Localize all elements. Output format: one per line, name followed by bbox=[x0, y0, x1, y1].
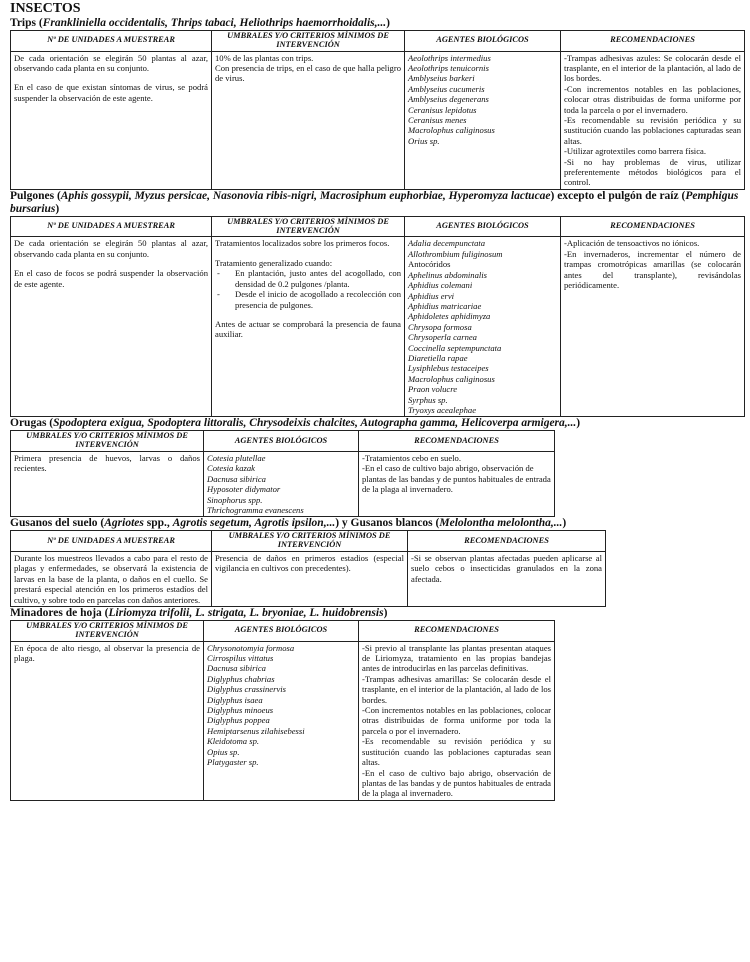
cell-umbrales: En época de alto riesgo, al observar la presencia de plaga. bbox=[11, 641, 204, 800]
cell-muestrear: De cada orientación se elegirán 50 plantas al azar, observando cada planta en su conjunto. En el caso de que existan síntomas de virus, se podrá suspender la observación de este agente. bbox=[11, 51, 212, 189]
agent-item: Chrysopa formosa bbox=[408, 321, 472, 332]
header-agentes: AGENTES BIOLÓGICOS bbox=[204, 621, 359, 642]
agent-item: Amblyseius barkeri bbox=[408, 73, 475, 84]
agent-item: Ceranisus menes bbox=[408, 115, 467, 126]
table-orugas bbox=[10, 430, 555, 517]
agent-item: Macrolophus caliginosus bbox=[408, 125, 495, 136]
agent-item: Platygaster sp. bbox=[207, 757, 259, 768]
agent-item: Tryoxys acealephae bbox=[408, 404, 477, 415]
agent-item: Aphidius ervi bbox=[408, 290, 455, 301]
header-agentes: AGENTES BIOLÓGICOS bbox=[405, 216, 561, 237]
cell-muestrear: Durante los muestreos llevados a cabo para el resto de plagas y enfermedades, se observará la existencia de larvas en la base de la planta, o daños en el cuello. Se prestará especial atención en los primeros estadíos del cultivo, y sobre todo en parcelas con daños anteriores. bbox=[11, 552, 212, 607]
umbral-item: - En plantación, justo antes del acogollado, con densidad de 0.2 pulgones /planta. bbox=[215, 268, 401, 289]
agent-item: Aphidius matricariae bbox=[408, 300, 482, 311]
agent-item: Orius sp. bbox=[408, 135, 440, 146]
cell-recomendaciones: -Tratamientos cebo en suelo. -En el caso de cultivo bajo abrigo, observación de plantas de las bandas y de puntos habituales de entrada de la plaga al invernadero. bbox=[359, 451, 555, 516]
agent-item: Aphelinus abdominalis bbox=[408, 269, 488, 280]
header-umbrales: UMBRALES Y/O CRITERIOS MÍNIMOS DE INTERVENCIÓN bbox=[212, 531, 408, 552]
agent-item: Coccinella septempunctata bbox=[408, 342, 502, 353]
agent-item: Dacnusa sibirica bbox=[207, 473, 266, 484]
header-muestrear: Nº DE UNIDADES A MUESTREAR bbox=[11, 531, 212, 552]
agent-item: Cotesia kazak bbox=[207, 463, 255, 474]
agent-item: Aphidius colemani bbox=[408, 280, 473, 291]
header-agentes: AGENTES BIOLÓGICOS bbox=[405, 31, 561, 52]
agent-item: Diglyphus isaea bbox=[207, 694, 263, 705]
agent-item: Lysiphlebus testaceipes bbox=[408, 363, 489, 374]
section-title-orugas: Orugas (Spodoptera exigua, Spodoptera littoralis, Chrysodeixis chalcites, Autographa gamma, Helicoverpa armigera,...) bbox=[10, 417, 581, 430]
agent-item: Antocóridos bbox=[408, 259, 451, 270]
header-agentes: AGENTES BIOLÓGICOS bbox=[204, 431, 359, 452]
header-recomendaciones: RECOMENDACIONES bbox=[359, 621, 555, 642]
cell-agentes bbox=[204, 641, 359, 800]
agent-item: Praon volucre bbox=[408, 384, 458, 395]
cell-agentes bbox=[405, 237, 561, 417]
table-gusanos bbox=[10, 530, 606, 607]
agent-item: Chrysonotomyia formosa bbox=[207, 642, 295, 653]
agent-item: Ceranisus lepidotus bbox=[408, 104, 477, 115]
agent-item: Diglyphus minoeus bbox=[207, 705, 274, 716]
header-umbrales: UMBRALES Y/O CRITERIOS MÍNIMOS DE INTERVENCIÓN bbox=[11, 431, 204, 452]
section-title-minadores: Minadores de hoja (Liriomyza trifolii, L. strigata, L. bryoniae, L. huidobrensis) bbox=[10, 607, 388, 620]
section-title-gusanos: Gusanos del suelo (Agriotes spp., Agrotis segetum, Agrotis ipsilon,...) y Gusanos blancos (Melolontha melolontha,...) bbox=[10, 517, 567, 530]
section-title-pulgones: Pulgones (Aphis gossypii, Myzus persicae, Nasonovia ribis-nigri, Macrosiphum euphorbiae, Hyperomyza lactucae) excepto el pulgón de raíz (Pemphigus bursarius) bbox=[10, 189, 739, 215]
agent-item: Chrysoperla carnea bbox=[408, 332, 477, 343]
page-heading: INSECTOS bbox=[10, 1, 81, 16]
agent-item: Cotesia plutellae bbox=[207, 452, 266, 463]
section-title-trips: Trips (Frankliniella occidentalis, Thrips tabaci, Heliothrips haemorrhoidalis,...) bbox=[10, 17, 390, 29]
agent-item: Diglyphus chabrias bbox=[207, 673, 275, 684]
agent-item: Diglyphus poppea bbox=[207, 715, 270, 726]
agent-item: Diglyphus crassinervis bbox=[207, 684, 287, 695]
header-recomendaciones: RECOMENDACIONES bbox=[561, 216, 745, 237]
cell-umbrales: Tratamientos localizados sobre los primeros focos. Tratamiento generalizado cuando: - En plantación, justo antes del acogollado, con densidad de 0.2 pulgones /planta. - Desde el inicio de acogollado a recolección con presencia de pulgones. Antes de actuar se comprobará la presencia de fauna auxiliar. bbox=[212, 237, 405, 417]
agent-item: Hyposoter didymator bbox=[207, 484, 281, 495]
agent-item: Dacnusa sibirica bbox=[207, 663, 266, 674]
cell-umbrales: Primera presencia de huevos, larvas o daños recientes. bbox=[11, 451, 204, 516]
agent-item: Aeolothrips intermedius bbox=[408, 52, 491, 63]
agent-item: Aphidoletes aphidimyza bbox=[408, 311, 491, 322]
agent-item: Diaretiella rapae bbox=[408, 352, 468, 363]
agent-item: Adalia decempunctata bbox=[408, 238, 486, 249]
cell-agentes bbox=[405, 51, 561, 189]
agent-item: Sinophorus spp. bbox=[207, 494, 263, 505]
agent-item: Opius sp. bbox=[207, 746, 240, 757]
cell-agentes bbox=[204, 451, 359, 516]
header-umbrales: UMBRALES Y/O CRITERIOS MÍNIMOS DE INTERVENCIÓN bbox=[11, 621, 204, 642]
agent-item: Cirrospilus vittatus bbox=[207, 653, 274, 664]
header-recomendaciones: RECOMENDACIONES bbox=[561, 31, 745, 52]
cell-recomendaciones: -Si previo al transplante las plantas presentan ataques de Liriomyza, tratamiento en las propias bandejas antes de introducirlas en las parcelas definitivas. -Trampas adhesivas amarillas: Se colocarán desde el trasplante, en el interior de la plantación, al lado de los bordes. -Con incrementos notables en las poblaciones, colocar otras distribuidas de forma uniforme por toda la parcela o por el invernadero. -Es recomendable su revisión periódica y su sustitución cuando las poblaciones capturadas sean altas. -En el caso de cultivo bajo abrigo, observación de plantas de las bandas y de puntos habituales de entrada de la plaga al invernadero. bbox=[359, 641, 555, 800]
agent-item: Allothrombium fuliginosum bbox=[408, 248, 503, 259]
header-umbrales: UMBRALES Y/O CRITERIOS MÍNIMOS DE INTERVENCIÓN bbox=[212, 31, 405, 52]
header-umbrales: UMBRALES Y/O CRITERIOS MÍNIMOS DE INTERVENCIÓN bbox=[212, 216, 405, 237]
agent-item: Syrphus sp. bbox=[408, 394, 448, 405]
table-pulgones bbox=[10, 216, 745, 418]
cell-muestrear: De cada orientación se elegirán 50 plantas al azar, observando cada planta en su conjunto. En el caso de focos se podrá suspender la observación de este agente. bbox=[11, 237, 212, 417]
cell-umbrales: Presencia de daños en primeros estadios (especial vigilancia en cultivos con precedentes). bbox=[212, 552, 408, 607]
agent-item: Hemiptarsenus zilahisebessi bbox=[207, 725, 305, 736]
agent-item: Kleidotoma sp. bbox=[207, 736, 260, 747]
header-recomendaciones: RECOMENDACIONES bbox=[359, 431, 555, 452]
agent-item: Amblyseius degenerans bbox=[408, 94, 489, 105]
umbral-item: - Desde el inicio de acogollado a recolección con presencia de pulgones. bbox=[215, 289, 401, 310]
agent-item: Thrichogramma evanescens bbox=[207, 505, 304, 515]
table-minadores bbox=[10, 620, 555, 801]
cell-umbrales: 10% de las plantas con trips. Con presencia de trips, en el caso de que halla peligro de virus. bbox=[212, 51, 405, 189]
agent-item: Macrolophus caliginosus bbox=[408, 373, 495, 384]
cell-recomendaciones: -Trampas adhesivas azules: Se colocarán desde el trasplante, en el interior de la plantación, al lado de los bordes. -Con incrementos notables en las poblaciones, colocar otras distribuidas de forma uniforme por toda la parcela o por el invernadero. -Es recomendable su revisión periódica y su sustitución cuando las poblaciones capturadas sean altas. -Utilizar agrotextiles como barrera física. -Si no hay problemas de virus, utilizar preferentemente métodos biológicos para el control. bbox=[561, 51, 745, 189]
cell-recomendaciones: -Aplicación de tensoactivos no iónicos. -En invernaderos, incrementar el número de trampas cromotrópicas amarillas (se colocarán antes del transplante), revisándolas periódicamente. bbox=[561, 237, 745, 417]
header-recomendaciones: RECOMENDACIONES bbox=[408, 531, 606, 552]
agent-item: Aeolothrips tenuicornis bbox=[408, 63, 489, 73]
header-muestrear: Nº DE UNIDADES A MUESTREAR bbox=[11, 216, 212, 237]
header-muestrear: Nº DE UNIDADES A MUESTREAR bbox=[11, 31, 212, 52]
agent-item: Amblyseius cucumeris bbox=[408, 83, 485, 94]
table-trips bbox=[10, 30, 745, 190]
cell-recomendaciones: -Si se observan plantas afectadas pueden aplicarse al suelo cebos o insecticidas granulados en la zona afectada. bbox=[408, 552, 606, 607]
